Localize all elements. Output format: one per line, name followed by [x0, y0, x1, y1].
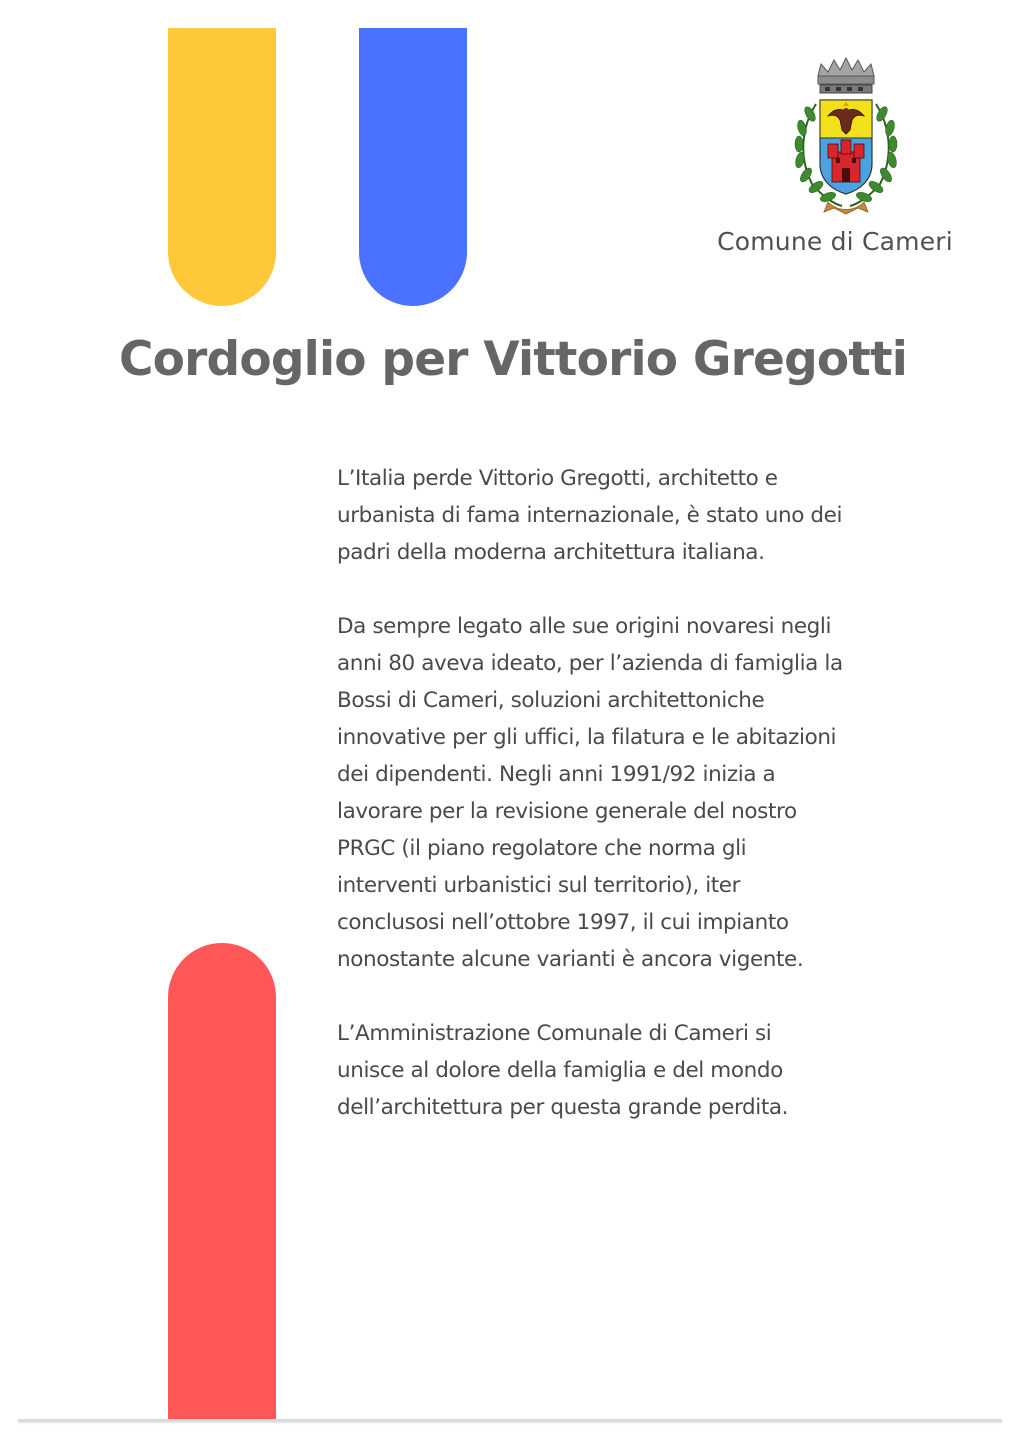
- shield-icon: [820, 100, 872, 194]
- paragraph-condolence: L’Amministrazione Comunale di Cameri si unisce al dolore della famiglia e del mondo dell’architettura per questa grande perdita.: [337, 1021, 789, 1120]
- coat-of-arms-icon: [788, 56, 904, 218]
- bottom-divider: [18, 1419, 1002, 1422]
- red-decorative-bar: [168, 943, 276, 1420]
- announcement-body: [337, 460, 937, 1163]
- paragraph-history: Da sempre legato alle sue origini novaresi negli anni 80 aveva ideato, per l’azienda di famiglia la Bossi di Cameri, soluzioni architettoniche innovative per gli uffici, la filatura e le abitazioni dei dipendenti. Negli anni 1991/92 inizia a lavorare per la revisione generale del nostro PRGC (il piano regolatore che norma gli interventi urbanistici sul territorio), iter conclusosi nell’ottobre 1997, il cui impianto nonostante alcune varianti è ancora vigente.: [337, 614, 843, 972]
- crown-icon: [818, 58, 874, 93]
- yellow-decorative-bar: [168, 28, 276, 306]
- paragraph-intro: L’Italia perde Vittorio Gregotti, architetto e urbanista di fama internazionale, è stato uno dei padri della moderna architettura italiana.: [337, 466, 843, 565]
- blue-decorative-bar: [359, 28, 467, 306]
- page-title: Cordoglio per Vittorio Gregotti: [118, 332, 908, 387]
- municipality-name: Comune di Cameri: [717, 227, 953, 256]
